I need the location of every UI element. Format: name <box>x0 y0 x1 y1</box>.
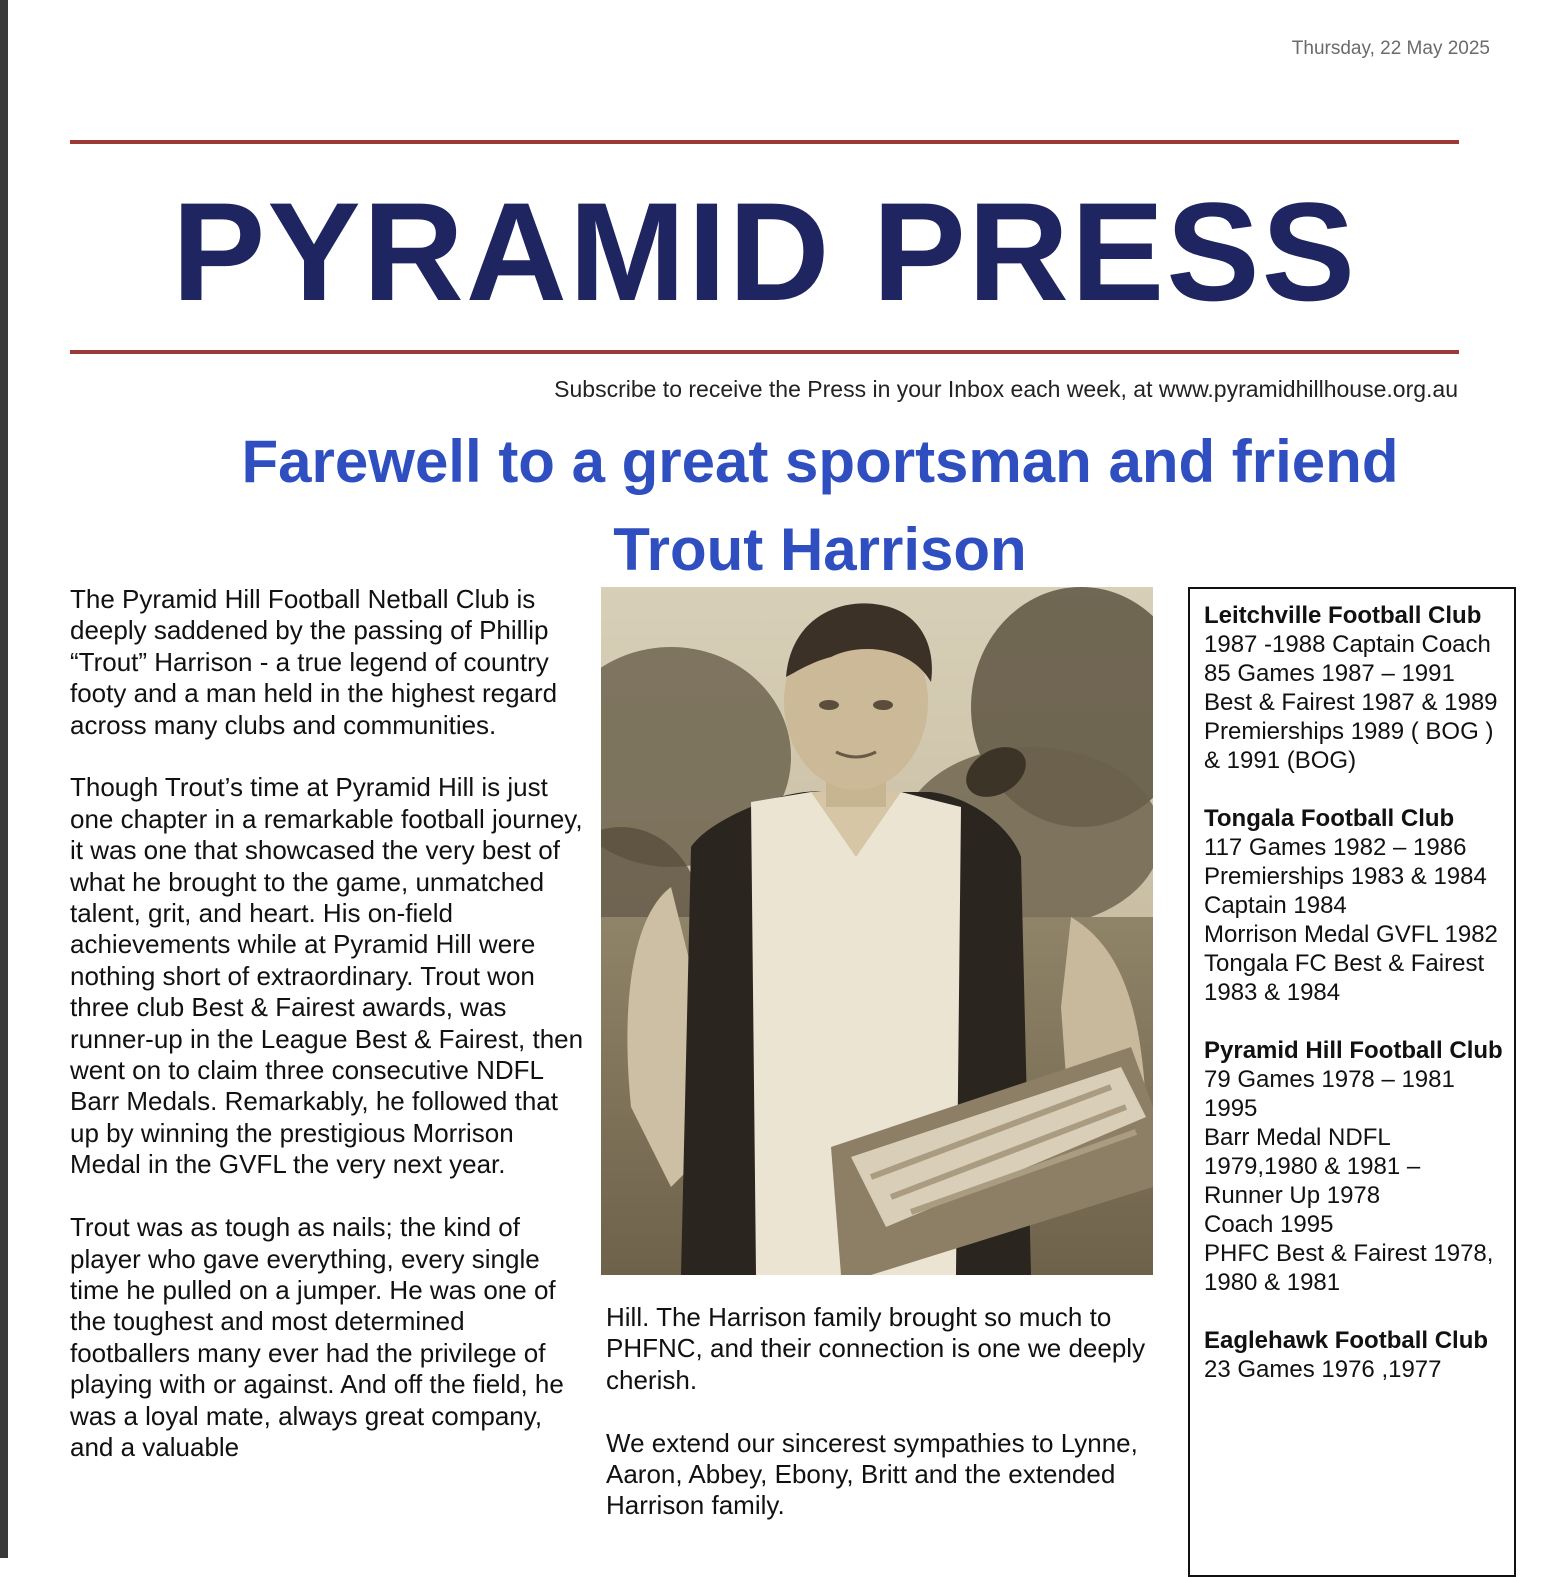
article-paragraph: Trout was as tough as nails; the kind of player who gave everything, every single time he pulled on a jumper. He was one of the toughest and most determined footballers many ever had the privilege of playing with or against. And off the field, he was a loyal mate, always great company, and a valuable <box>70 1212 564 1462</box>
club-detail: 1987 -1988 Captain Coach <box>1204 631 1491 658</box>
article-paragraph: The Pyramid Hill Football Netball Club is deeply saddened by the passing of Phillip “Trout” Harrison - a true legend of country footy and a man held in the highest regard across many clubs and communities. <box>70 584 558 740</box>
article-left-column <box>70 584 585 1495</box>
club-detail: Barr Medal NDFL 1979,1980 & 1981 – Runner Up 1978 <box>1204 1124 1421 1209</box>
masthead-bottom-rule <box>70 350 1459 354</box>
masthead-top-rule <box>70 140 1459 144</box>
article-headline <box>75 418 1565 594</box>
club-name: Pyramid Hill Football Club <box>1204 1037 1503 1064</box>
page-edge <box>0 0 8 1558</box>
club-detail: Premierships 1983 & 1984 <box>1204 863 1487 890</box>
article-paragraph: Though Trout’s time at Pyramid Hill is just one chapter in a remarkable football journey, it was one that showcased the very best of what he brought to the game, unmatched talent, grit, and heart. His on-field achievements while at Pyramid Hill were nothing short of extraordinary. Trout won three club Best & Fairest awards, was runner-up in the League Best & Fairest, then went on to claim three consecutive NDFL Barr Medals. Remarkably, he followed that up by winning the prestigious Morrison Medal in the GVFL the very next year. <box>70 772 584 1180</box>
club-detail: Best & Fairest 1987 & 1989 <box>1204 689 1498 716</box>
article-paragraph: We extend our sincerest sympathies to Lynne, Aaron, Abbey, Ebony, Britt and the extended Harrison family. <box>606 1427 1138 1521</box>
club-record <box>1204 804 1504 1007</box>
club-record <box>1204 1326 1504 1384</box>
club-detail: PHFC Best & Fairest 1978, 1980 & 1981 <box>1204 1240 1494 1296</box>
headline-line-2: Trout Harrison <box>613 516 1027 583</box>
club-name: Eaglehawk Football Club <box>1204 1327 1489 1354</box>
masthead-title: PYRAMID PRESS <box>171 173 1358 330</box>
article-paragraph: Hill. The Harrison family brought so much to PHFNC, and their connection is one we deeply cherish. <box>606 1302 1146 1395</box>
club-detail: Premierships 1989 ( BOG ) & 1991 (BOG) <box>1204 718 1494 774</box>
club-detail: Tongala FC Best & Fairest 1983 & 1984 <box>1204 950 1485 1006</box>
club-record <box>1204 601 1504 775</box>
club-detail: Captain 1984 <box>1204 892 1347 919</box>
club-name: Leitchville Football Club <box>1204 602 1482 629</box>
career-summary-box <box>1188 587 1516 1577</box>
club-detail: 79 Games 1978 – 1981 1995 <box>1204 1066 1455 1122</box>
club-name: Tongala Football Club <box>1204 805 1455 832</box>
article-middle-column <box>606 1302 1154 1553</box>
subscribe-line: Subscribe to receive the Press in your Inbox each week, at www.pyramidhillhouse.org.au <box>554 376 1458 402</box>
headline-line-1: Farewell to a great sportsman and friend <box>241 428 1399 495</box>
article-photo <box>601 587 1153 1275</box>
club-detail: 117 Games 1982 – 1986 <box>1204 834 1467 861</box>
issue-date: Thursday, 22 May 2025 <box>1291 38 1490 59</box>
club-detail: Coach 1995 <box>1204 1211 1334 1238</box>
footballer-photo-image <box>601 587 1153 1275</box>
club-detail: 85 Games 1987 – 1991 <box>1204 660 1455 687</box>
club-detail: Morrison Medal GVFL 1982 <box>1204 921 1498 948</box>
club-record <box>1204 1036 1504 1297</box>
club-detail: 23 Games 1976 ,1977 <box>1204 1356 1442 1383</box>
